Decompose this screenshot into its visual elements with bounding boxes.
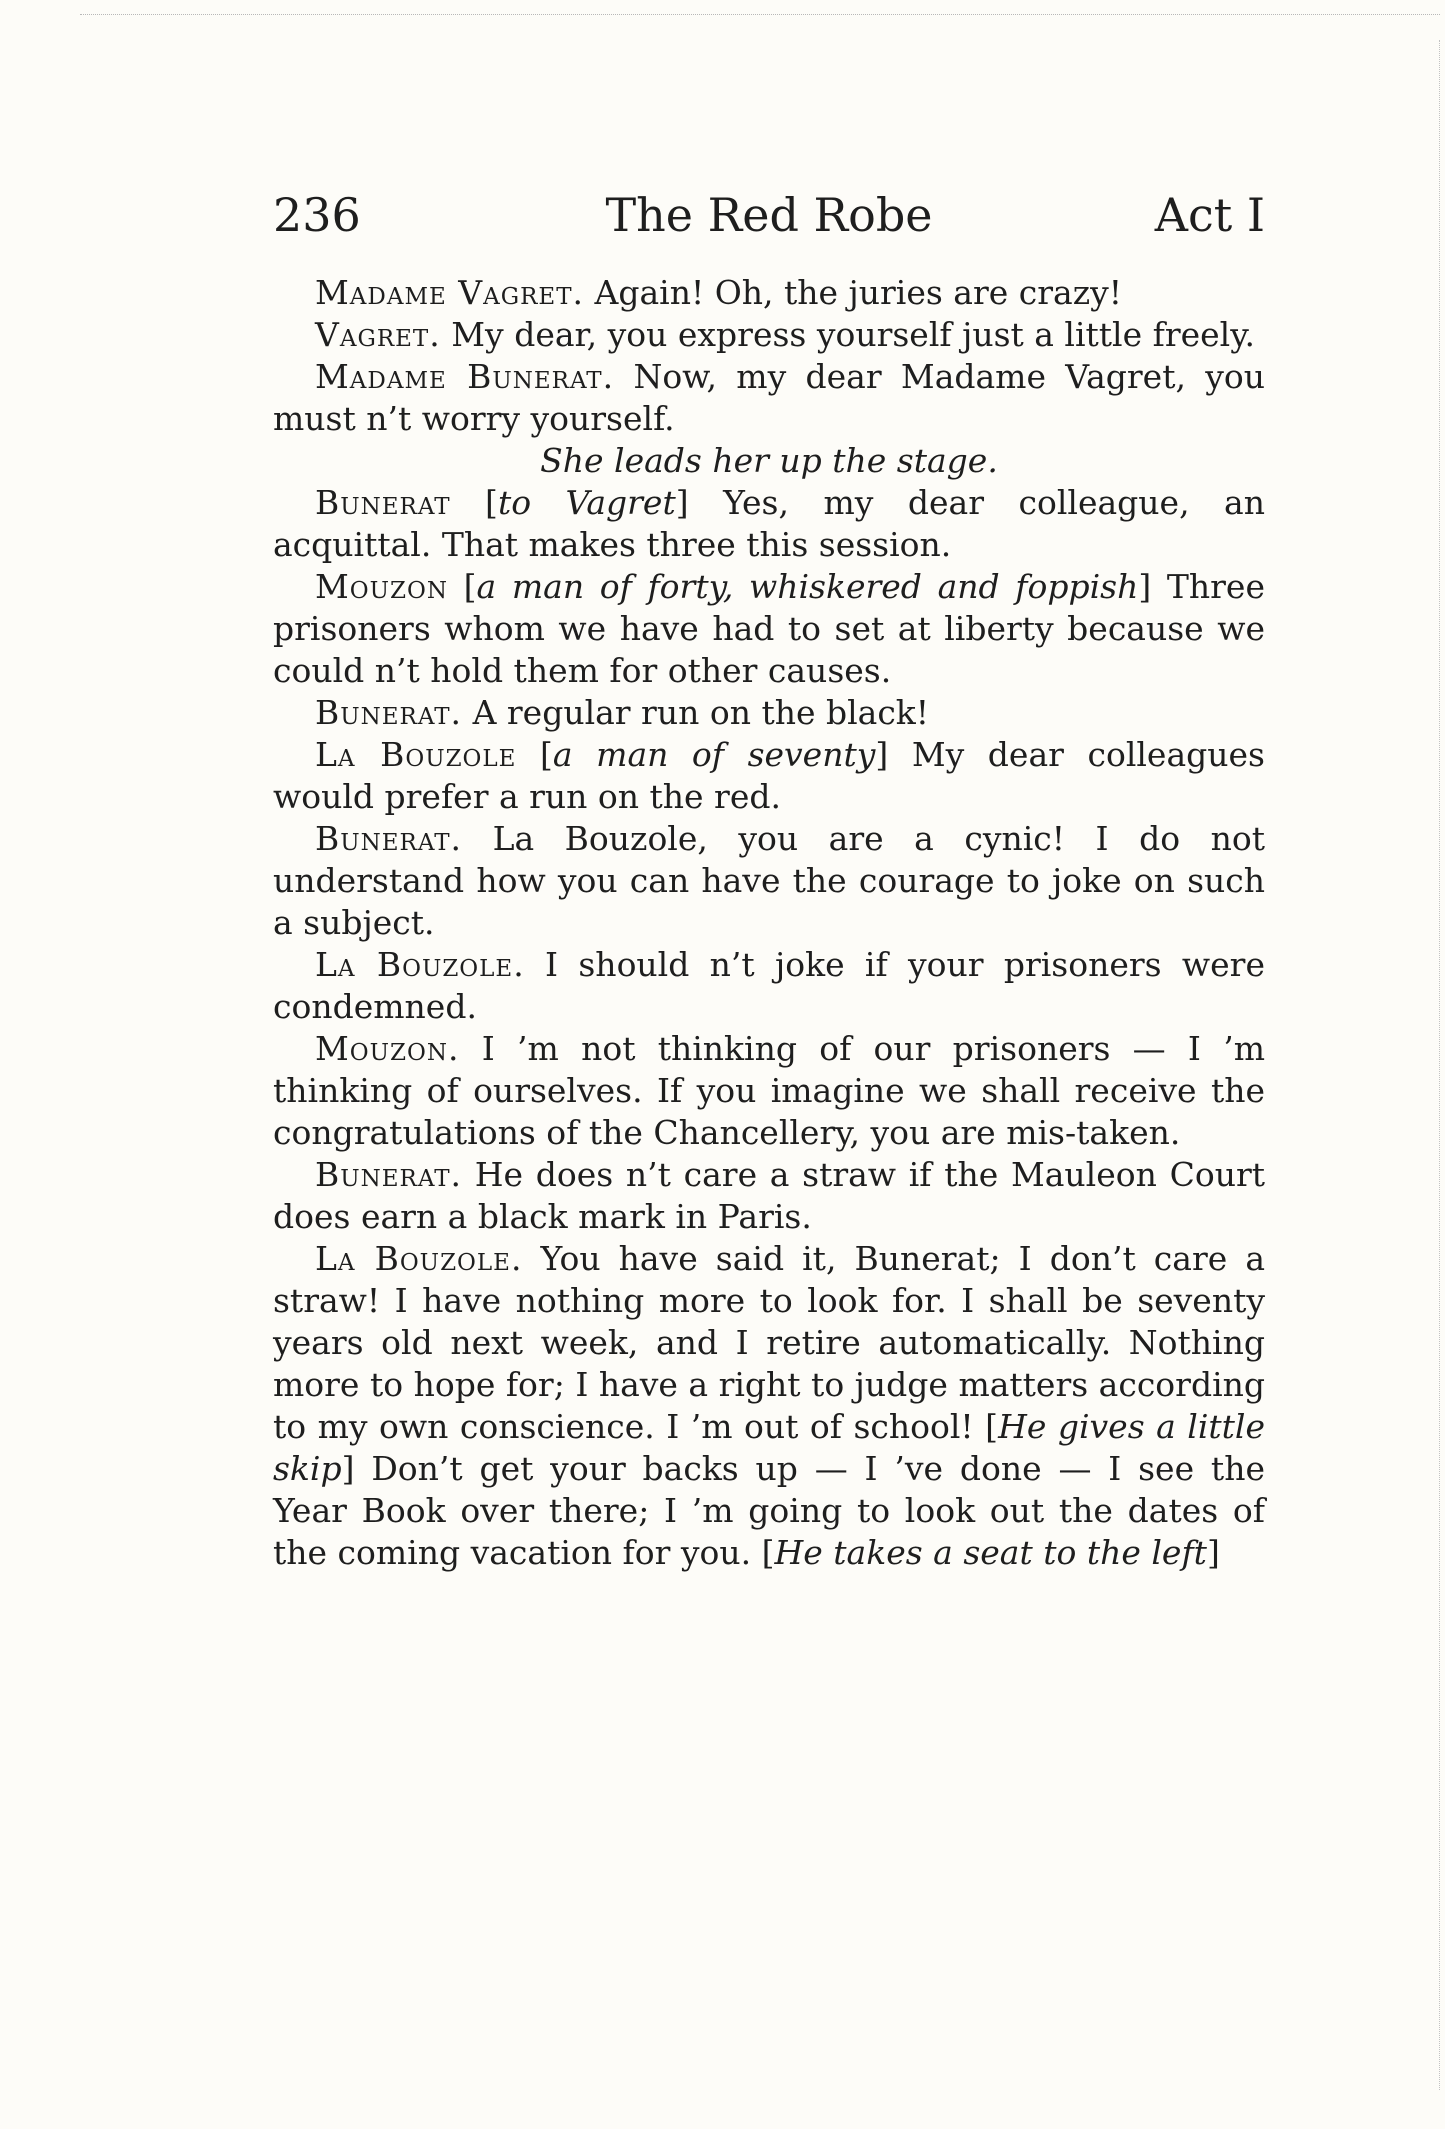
speech: Again! Oh, the juries are crazy! <box>594 273 1122 312</box>
dialogue-line <box>273 692 1265 734</box>
dialogue-line: La Bouzole. You have said it, Bunerat; I don’t care a straw! I have nothing more to look for. I shall be seventy years old next week, and I retire automatically. Nothing more to hope for; I have a right to judge matters according to my own conscience. I ’m out of school! [He gives a little skip] Don’t get your backs up — I ’ve done — I see the Year Book over there; I ’m going to look out the dates of the coming vacation for you. [He takes a seat to the left] <box>273 1239 1266 1572</box>
speech: He does n’t care a straw if the Mauleon Court does earn a black mark in Paris. <box>273 1155 1265 1236</box>
dialogue-line <box>273 1028 1265 1154</box>
speaker: La Bouzole. <box>315 945 525 984</box>
speech: My dear, you express yourself just a little freely. <box>451 315 1255 354</box>
speech: You have said it, Bunerat; I don’t care a straw! I have nothing more to look for. I shall be seventy years old next week, and I retire automatically. Nothing more to hope for; I have a right to judge matters according to my own conscience. I ’m out of school! <box>273 1239 1265 1446</box>
dialogue-line: Mouzon [a man of forty, whiskered and foppish] Three prisoners whom we have had to set at liberty because we could n’t hold them for other causes. <box>273 567 1265 690</box>
dialogue-line <box>273 818 1265 944</box>
speech: A regular run on the black! <box>472 693 930 732</box>
speaker: Madame Bunerat. <box>315 357 615 396</box>
scan-edge-right <box>1439 40 1441 2090</box>
speech: Don’t get your backs up — I ’ve done — I see the Year Book over there; I ’m going to look out the dates of the coming vacation for you. <box>273 1449 1265 1572</box>
direction: He gives a little skip <box>273 1407 1266 1488</box>
direction: He takes a seat to the left <box>774 1533 1207 1572</box>
speech: Three prisoners whom we have had to set at liberty because we could n’t hold them for other causes. <box>273 567 1265 690</box>
speaker: Bunerat. <box>315 819 463 858</box>
speech: La Bouzole, you are a cynic! I do not understand how you can have the courage to joke on such a subject. <box>273 819 1265 942</box>
speaker: Bunerat <box>315 483 451 522</box>
header-title: The Red Robe <box>605 188 933 242</box>
dialogue-line <box>273 272 1265 314</box>
direction: to Vagret <box>497 483 676 522</box>
speech: I ’m not thinking of our prisoners — I ’m thinking of ourselves. If you imagine we shall receive the congratulations of the Chancellery, you are mis-taken. <box>273 1029 1266 1152</box>
dialogue-line: Bunerat [to Vagret] Yes, my dear colleague, an acquittal. That makes three this session. <box>273 483 1265 564</box>
dialogue-line <box>273 314 1265 356</box>
speaker: Mouzon. <box>315 1029 460 1068</box>
dialogue-line <box>273 1154 1265 1238</box>
dialogue-line: La Bouzole [a man of seventy] My dear colleagues would prefer a run on the red. <box>273 735 1265 816</box>
speaker: Madame Vagret. <box>315 273 585 312</box>
speech: My dear colleagues would prefer a run on the red. <box>273 735 1265 816</box>
stage-direction: She leads her up the stage. <box>540 441 998 480</box>
dialogue-line <box>273 356 1265 440</box>
speech: Yes, my dear colleague, an acquittal. That makes three this session. <box>273 483 1265 564</box>
speaker: Bunerat. <box>315 693 463 732</box>
speaker: La Bouzole. <box>315 1239 523 1278</box>
speech: Now, my dear Madame Vagret, you must n’t worry yourself. <box>273 357 1265 438</box>
speaker: La Bouzole <box>315 735 517 774</box>
speaker: Vagret. <box>315 315 441 354</box>
scan-edge-top <box>80 14 1440 17</box>
running-header <box>273 185 1265 255</box>
header-act: Act I <box>1154 188 1265 242</box>
speaker: Bunerat. <box>315 1155 463 1194</box>
page-number: 236 <box>273 188 361 242</box>
dialogue-line <box>273 944 1265 1028</box>
direction: a man of forty, whiskered and foppish <box>476 567 1139 606</box>
play-text <box>273 272 1265 1574</box>
speech: I should n’t joke if your prisoners were condemned. <box>273 945 1265 1026</box>
direction: a man of seventy <box>552 735 876 774</box>
speaker: Mouzon <box>315 567 448 606</box>
